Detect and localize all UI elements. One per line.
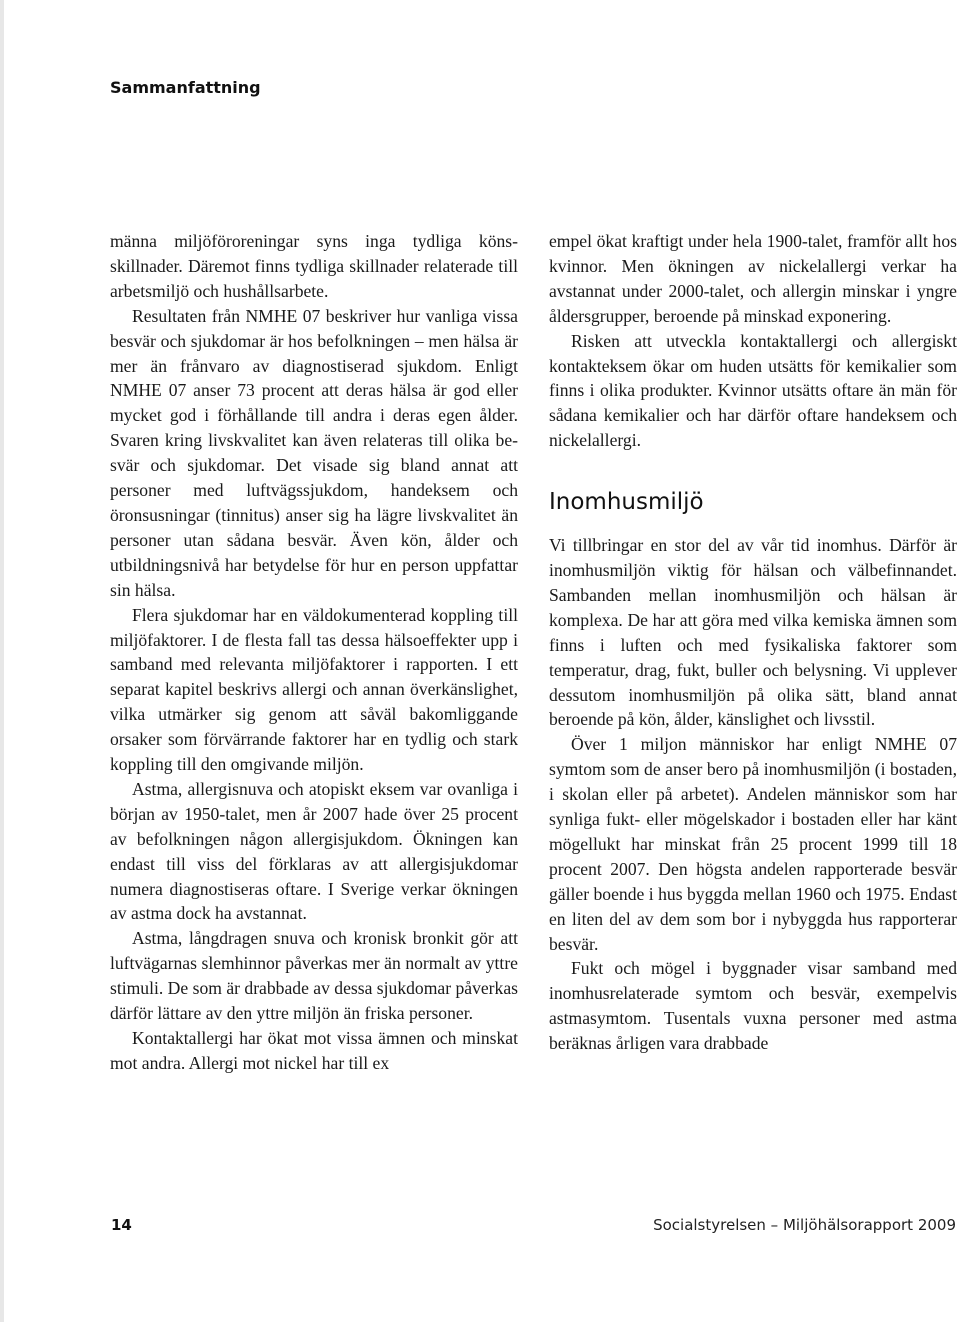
right-column: [549, 229, 957, 1056]
publication-footer: Socialstyrelsen – Miljöhälsorapport 2009: [653, 1216, 956, 1234]
section-heading: Inomhusmiljö: [549, 489, 704, 516]
left-column: [110, 229, 518, 1076]
paragraph: Risken att utveckla kontaktallergi och allergiskt kontakteksem ökar om huden utsätts för kemikalier som finns i olika produkter. Kvinnor utsätts oftare än män för sådana kemikalier och har därför oftare handeksem och nickelallergi.: [549, 330, 957, 451]
paragraph: Vi tillbringar en stor del av vår tid inomhus. Därför är inomhusmiljön viktig för hälsan och välbefinnandet. Sambanden mellan inomhusmiljön och hälsan är komplexa. De har att göra med vilka kemiska ämnen som finns i luften och med fysikaliska faktorer som temperatur, drag, fukt, buller och belysning. Vi upplever dessutom inomhusmiljön på olika sätt, bland annat beroende på kön, ålder, känslighet och livsstil.: [549, 535, 957, 730]
running-header: Sammanfattning: [110, 78, 261, 97]
paragraph: Astma, allergisnuva och atopiskt eksem var ovanliga i början av 1950-talet, men år 2007 hade över 25 procent av befolkningen någon allergisjukdom. Ökningen kan endast till viss del förklaras av att allergisjukdomar numera diagnostiseras oftare. I Sverige verkar ökningen av astma dock ha avstannat.: [110, 778, 518, 924]
paragraph: Resultaten från NMHE 07 beskriver hur vanliga vissa besvär och sjukdomar är hos befolkningen – men hälsa är mer än frånvaro av diagnostiserad sjukdom. Enligt NMHE 07 anser 73 procent att deras hälsa är god eller mycket god i förhållande till andra i deras egen ålder. Svaren kring livskvalitet kan även relateras till olika besvär och sjukdomar. Det visade sig bland annat att personer med luftvägssjukdom, handeksem och öronsusningar (tinnitus) anser sig ha lägre livskvalitet än personer utan sådana besvär. Även kön, ålder och utbildningsnivå har betydelse för hur en person uppfattar sin hälsa.: [110, 305, 518, 600]
paragraph: Kontaktallergi har ökat mot vissa ämnen och minskat mot andra. Allergi mot nickel har till ex: [110, 1028, 518, 1073]
paragraph: empel ökat kraftigt under hela 1900-talet, framför allt hos kvinnor. Men ökningen av nickelallergi verkar ha avstannat under 2000-talet, och allergin minskar i yngre åldersgrupper, beroende på minskad exponering.: [549, 231, 957, 326]
paragraph: männa miljöföroreningar syns inga tydliga könsskillnader. Däremot finns tydliga skillnader relaterade till arbetsmiljö och hushållsarbete.: [110, 231, 518, 301]
paragraph: Astma, långdragen snuva och kronisk bronkit gör att luftvägarnas slemhinnor påverkas mer än normalt av yttre stimuli. De som är drabbade av dessa sjukdomar påverkas därför lättare av den yttre miljön än friska personer.: [110, 928, 518, 1024]
paragraph: Fukt och mögel i byggnader visar samband med inomhusrelaterade symtom och besvär, exempelvis astmasymtom. Tusentals vuxna personer med astma beräknas årligen vara drabbade: [549, 958, 957, 1054]
paragraph: Över 1 miljon människor har enligt NMHE 07 symtom som de anser bero på inomhusmiljön (i bostaden, i skolan eller på arbetet). Andelen människor som har synliga fukt- eller mögelskador i bostaden eller har känt mögellukt har minskat från 25 procent 1999 till 18 procent 2007. Den högsta andelen rapporterade besvär gäller boende i hus byggda mellan 1960 och 1975. Endast en liten del av dem som bor i nybyggda hus rapporterar besvär.: [549, 734, 957, 954]
page-edge-rule: [0, 0, 4, 1322]
paragraph: Flera sjukdomar har en väldokumenterad koppling till miljöfaktorer. I de flesta fall tas dessa hälsoeffekter upp i samband med relevanta miljöfaktorer i rapporten. I ett separat kapitel beskrivs allergi och annan överkänslighet, vilka utmärker sig genom att såväl bakomliggande orsaker som förvärrande faktorer har en tydlig och stark koppling till den omgivande miljön.: [110, 604, 518, 775]
page-number: 14: [111, 1216, 132, 1234]
